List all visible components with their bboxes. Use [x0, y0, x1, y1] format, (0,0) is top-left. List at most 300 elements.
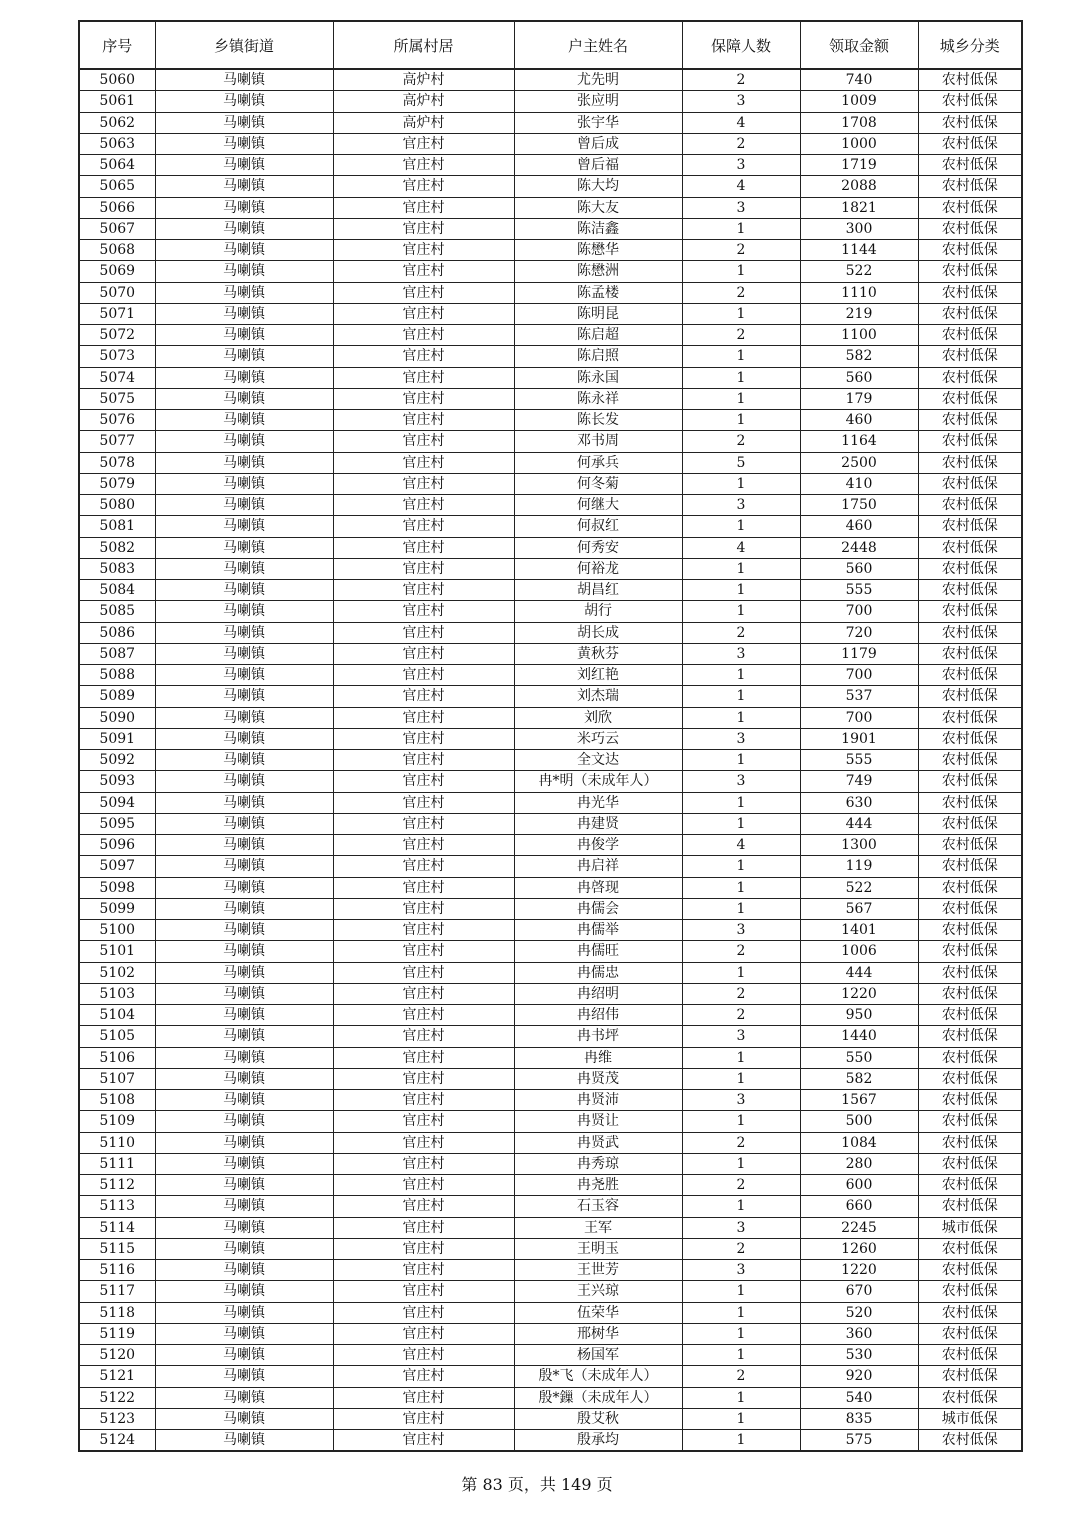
cell-covered-persons: 1 — [682, 473, 800, 494]
cell-serial: 5070 — [79, 282, 155, 303]
cell-householder: 冉建贤 — [514, 813, 682, 834]
cell-amount: 1567 — [800, 1090, 918, 1111]
cell-village: 官庄村 — [333, 1238, 514, 1259]
cell-amount: 749 — [800, 771, 918, 792]
cell-serial: 5099 — [79, 898, 155, 919]
cell-serial: 5078 — [79, 452, 155, 473]
cell-householder: 全文达 — [514, 750, 682, 771]
cell-serial: 5109 — [79, 1111, 155, 1132]
cell-category: 农村低保 — [918, 155, 1022, 176]
cell-township: 马喇镇 — [155, 1238, 333, 1259]
cell-village: 官庄村 — [333, 1175, 514, 1196]
cell-village: 官庄村 — [333, 452, 514, 473]
cell-serial: 5103 — [79, 983, 155, 1004]
cell-covered-persons: 1 — [682, 750, 800, 771]
cell-householder: 冉书坪 — [514, 1026, 682, 1047]
cell-householder: 冉贤武 — [514, 1132, 682, 1153]
table-row — [79, 771, 1022, 792]
cell-covered-persons: 2 — [682, 983, 800, 1004]
cell-amount: 1009 — [800, 91, 918, 112]
cell-village: 官庄村 — [333, 473, 514, 494]
cell-village: 官庄村 — [333, 1217, 514, 1238]
header-covered-persons: 保障人数 — [682, 21, 800, 69]
cell-serial: 5100 — [79, 920, 155, 941]
cell-serial: 5092 — [79, 750, 155, 771]
cell-covered-persons: 1 — [682, 261, 800, 282]
cell-serial: 5114 — [79, 1217, 155, 1238]
table-row — [79, 643, 1022, 664]
cell-covered-persons: 3 — [682, 197, 800, 218]
cell-village: 官庄村 — [333, 240, 514, 261]
table-row — [79, 240, 1022, 261]
cell-amount: 1110 — [800, 282, 918, 303]
cell-category: 农村低保 — [918, 1323, 1022, 1344]
cell-township: 马喇镇 — [155, 1196, 333, 1217]
cell-township: 马喇镇 — [155, 558, 333, 579]
table-row — [79, 1260, 1022, 1281]
cell-serial: 5120 — [79, 1345, 155, 1366]
cell-covered-persons: 2 — [682, 133, 800, 154]
table-row — [79, 1217, 1022, 1238]
cell-village: 官庄村 — [333, 346, 514, 367]
cell-village: 官庄村 — [333, 176, 514, 197]
cell-householder: 陈永国 — [514, 367, 682, 388]
header-amount: 领取金额 — [800, 21, 918, 69]
cell-township: 马喇镇 — [155, 1047, 333, 1068]
table-row — [79, 1153, 1022, 1174]
cell-category: 农村低保 — [918, 601, 1022, 622]
cell-category: 农村低保 — [918, 983, 1022, 1004]
cell-category: 农村低保 — [918, 452, 1022, 473]
cell-covered-persons: 1 — [682, 707, 800, 728]
cell-category: 农村低保 — [918, 771, 1022, 792]
cell-township: 马喇镇 — [155, 1111, 333, 1132]
cell-amount: 522 — [800, 877, 918, 898]
cell-householder: 胡长成 — [514, 622, 682, 643]
table-row — [79, 622, 1022, 643]
cell-amount: 582 — [800, 1068, 918, 1089]
cell-category: 农村低保 — [918, 176, 1022, 197]
cell-category: 农村低保 — [918, 835, 1022, 856]
table-row — [79, 261, 1022, 282]
cell-householder: 邓书周 — [514, 431, 682, 452]
cell-householder: 冉秀琼 — [514, 1153, 682, 1174]
cell-covered-persons: 2 — [682, 325, 800, 346]
cell-amount: 460 — [800, 516, 918, 537]
cell-serial: 5081 — [79, 516, 155, 537]
cell-village: 官庄村 — [333, 410, 514, 431]
cell-serial: 5061 — [79, 91, 155, 112]
footer-page-number: 83 — [482, 1475, 503, 1494]
cell-covered-persons: 1 — [682, 218, 800, 239]
cell-householder: 何秀安 — [514, 537, 682, 558]
cell-category: 农村低保 — [918, 473, 1022, 494]
cell-township: 马喇镇 — [155, 643, 333, 664]
cell-township: 马喇镇 — [155, 1260, 333, 1281]
cell-township: 马喇镇 — [155, 112, 333, 133]
cell-category: 农村低保 — [918, 856, 1022, 877]
cell-amount: 520 — [800, 1302, 918, 1323]
cell-village: 官庄村 — [333, 1196, 514, 1217]
table-row — [79, 473, 1022, 494]
cell-village: 官庄村 — [333, 686, 514, 707]
cell-village: 官庄村 — [333, 1111, 514, 1132]
cell-serial: 5091 — [79, 728, 155, 749]
cell-covered-persons: 1 — [682, 856, 800, 877]
cell-township: 马喇镇 — [155, 856, 333, 877]
cell-village: 官庄村 — [333, 898, 514, 919]
cell-householder: 胡昌红 — [514, 580, 682, 601]
cell-householder: 黄秋芬 — [514, 643, 682, 664]
cell-householder: 殷*鏁（未成年人） — [514, 1387, 682, 1408]
relief-roster-table — [78, 20, 1023, 1452]
header-township: 乡镇街道 — [155, 21, 333, 69]
cell-category: 农村低保 — [918, 920, 1022, 941]
cell-amount: 280 — [800, 1153, 918, 1174]
cell-serial: 5093 — [79, 771, 155, 792]
cell-township: 马喇镇 — [155, 750, 333, 771]
cell-village: 官庄村 — [333, 941, 514, 962]
table-row — [79, 69, 1022, 91]
cell-category: 农村低保 — [918, 1153, 1022, 1174]
cell-covered-persons: 1 — [682, 962, 800, 983]
cell-householder: 张宇华 — [514, 112, 682, 133]
cell-village: 官庄村 — [333, 750, 514, 771]
cell-serial: 5117 — [79, 1281, 155, 1302]
table-row — [79, 431, 1022, 452]
table-row — [79, 388, 1022, 409]
table-row — [79, 367, 1022, 388]
cell-householder: 邢树华 — [514, 1323, 682, 1344]
cell-category: 城市低保 — [918, 1408, 1022, 1429]
cell-householder: 尤先明 — [514, 69, 682, 91]
cell-township: 马喇镇 — [155, 1366, 333, 1387]
cell-village: 官庄村 — [333, 1323, 514, 1344]
footer-suffix: 页 — [596, 1475, 613, 1494]
cell-amount: 1164 — [800, 431, 918, 452]
cell-serial: 5108 — [79, 1090, 155, 1111]
cell-householder: 杨国军 — [514, 1345, 682, 1366]
cell-serial: 5088 — [79, 665, 155, 686]
table-row — [79, 728, 1022, 749]
cell-covered-persons: 2 — [682, 1005, 800, 1026]
table-row — [79, 1132, 1022, 1153]
table-row — [79, 346, 1022, 367]
cell-householder: 伍荣华 — [514, 1302, 682, 1323]
cell-amount: 600 — [800, 1175, 918, 1196]
cell-serial: 5122 — [79, 1387, 155, 1408]
cell-covered-persons: 1 — [682, 813, 800, 834]
table-row — [79, 410, 1022, 431]
cell-serial: 5111 — [79, 1153, 155, 1174]
table-row — [79, 112, 1022, 133]
cell-amount: 1220 — [800, 983, 918, 1004]
cell-serial: 5089 — [79, 686, 155, 707]
cell-amount: 522 — [800, 261, 918, 282]
cell-amount: 555 — [800, 750, 918, 771]
cell-category: 城市低保 — [918, 1217, 1022, 1238]
cell-covered-persons: 3 — [682, 1217, 800, 1238]
cell-amount: 1179 — [800, 643, 918, 664]
cell-township: 马喇镇 — [155, 452, 333, 473]
cell-amount: 300 — [800, 218, 918, 239]
cell-covered-persons: 1 — [682, 346, 800, 367]
cell-township: 马喇镇 — [155, 962, 333, 983]
cell-covered-persons: 3 — [682, 1026, 800, 1047]
cell-village: 官庄村 — [333, 197, 514, 218]
cell-serial: 5066 — [79, 197, 155, 218]
cell-village: 官庄村 — [333, 282, 514, 303]
cell-amount: 1719 — [800, 155, 918, 176]
cell-amount: 1006 — [800, 941, 918, 962]
cell-covered-persons: 2 — [682, 622, 800, 643]
cell-category: 农村低保 — [918, 813, 1022, 834]
cell-village: 官庄村 — [333, 962, 514, 983]
cell-covered-persons: 3 — [682, 155, 800, 176]
cell-village: 官庄村 — [333, 495, 514, 516]
footer-middle: 页，共 — [507, 1475, 556, 1494]
cell-village: 高炉村 — [333, 69, 514, 91]
cell-householder: 冉贤茂 — [514, 1068, 682, 1089]
cell-township: 马喇镇 — [155, 176, 333, 197]
table-row — [79, 835, 1022, 856]
cell-village: 官庄村 — [333, 728, 514, 749]
table-row — [79, 1068, 1022, 1089]
cell-village: 官庄村 — [333, 388, 514, 409]
table-row — [79, 537, 1022, 558]
cell-covered-persons: 1 — [682, 1047, 800, 1068]
cell-serial: 5098 — [79, 877, 155, 898]
cell-village: 官庄村 — [333, 303, 514, 324]
cell-township: 马喇镇 — [155, 155, 333, 176]
cell-category: 农村低保 — [918, 1238, 1022, 1259]
cell-category: 农村低保 — [918, 197, 1022, 218]
cell-serial: 5086 — [79, 622, 155, 643]
cell-amount: 1300 — [800, 835, 918, 856]
cell-covered-persons: 3 — [682, 771, 800, 792]
cell-covered-persons: 1 — [682, 580, 800, 601]
cell-serial: 5094 — [79, 792, 155, 813]
cell-township: 马喇镇 — [155, 133, 333, 154]
cell-township: 马喇镇 — [155, 388, 333, 409]
cell-village: 官庄村 — [333, 1068, 514, 1089]
cell-township: 马喇镇 — [155, 69, 333, 91]
cell-township: 马喇镇 — [155, 346, 333, 367]
cell-amount: 460 — [800, 410, 918, 431]
cell-amount: 630 — [800, 792, 918, 813]
table-row — [79, 325, 1022, 346]
cell-amount: 2448 — [800, 537, 918, 558]
cell-township: 马喇镇 — [155, 835, 333, 856]
cell-amount: 410 — [800, 473, 918, 494]
cell-township: 马喇镇 — [155, 771, 333, 792]
cell-householder: 冉尧胜 — [514, 1175, 682, 1196]
cell-category: 农村低保 — [918, 665, 1022, 686]
table-row — [79, 176, 1022, 197]
cell-serial: 5071 — [79, 303, 155, 324]
cell-amount: 1000 — [800, 133, 918, 154]
cell-amount: 700 — [800, 665, 918, 686]
cell-amount: 2500 — [800, 452, 918, 473]
cell-township: 马喇镇 — [155, 1175, 333, 1196]
header-category: 城乡分类 — [918, 21, 1022, 69]
table-row — [79, 920, 1022, 941]
table-row — [79, 282, 1022, 303]
cell-householder: 冉儒会 — [514, 898, 682, 919]
table-row — [79, 665, 1022, 686]
cell-township: 马喇镇 — [155, 431, 333, 452]
cell-householder: 王军 — [514, 1217, 682, 1238]
cell-township: 马喇镇 — [155, 813, 333, 834]
cell-covered-persons: 1 — [682, 303, 800, 324]
cell-covered-persons: 1 — [682, 367, 800, 388]
cell-township: 马喇镇 — [155, 261, 333, 282]
cell-township: 马喇镇 — [155, 1408, 333, 1429]
cell-category: 农村低保 — [918, 558, 1022, 579]
cell-amount: 219 — [800, 303, 918, 324]
table-row — [79, 1111, 1022, 1132]
cell-serial: 5124 — [79, 1430, 155, 1452]
table-row — [79, 877, 1022, 898]
cell-amount: 1901 — [800, 728, 918, 749]
cell-serial: 5096 — [79, 835, 155, 856]
cell-serial: 5107 — [79, 1068, 155, 1089]
cell-covered-persons: 3 — [682, 920, 800, 941]
cell-amount: 700 — [800, 601, 918, 622]
cell-serial: 5118 — [79, 1302, 155, 1323]
cell-category: 农村低保 — [918, 69, 1022, 91]
cell-householder: 冉启祥 — [514, 856, 682, 877]
cell-category: 农村低保 — [918, 1111, 1022, 1132]
cell-category: 农村低保 — [918, 1260, 1022, 1281]
cell-amount: 1084 — [800, 1132, 918, 1153]
cell-category: 农村低保 — [918, 516, 1022, 537]
cell-category: 农村低保 — [918, 750, 1022, 771]
cell-serial: 5101 — [79, 941, 155, 962]
cell-village: 官庄村 — [333, 261, 514, 282]
cell-township: 马喇镇 — [155, 877, 333, 898]
cell-householder: 陈大友 — [514, 197, 682, 218]
cell-village: 官庄村 — [333, 1090, 514, 1111]
cell-householder: 曾后福 — [514, 155, 682, 176]
cell-amount: 720 — [800, 622, 918, 643]
cell-township: 马喇镇 — [155, 1090, 333, 1111]
cell-householder: 刘欣 — [514, 707, 682, 728]
cell-category: 农村低保 — [918, 495, 1022, 516]
cell-village: 官庄村 — [333, 1345, 514, 1366]
cell-householder: 冉啓现 — [514, 877, 682, 898]
cell-serial: 5072 — [79, 325, 155, 346]
cell-amount: 920 — [800, 1366, 918, 1387]
cell-village: 官庄村 — [333, 580, 514, 601]
cell-householder: 何叔红 — [514, 516, 682, 537]
cell-township: 马喇镇 — [155, 707, 333, 728]
cell-householder: 冉儒忠 — [514, 962, 682, 983]
cell-householder: 殷*飞（未成年人） — [514, 1366, 682, 1387]
cell-amount: 1750 — [800, 495, 918, 516]
cell-village: 官庄村 — [333, 601, 514, 622]
cell-township: 马喇镇 — [155, 282, 333, 303]
cell-amount: 1440 — [800, 1026, 918, 1047]
cell-category: 农村低保 — [918, 962, 1022, 983]
table-row — [79, 601, 1022, 622]
cell-serial: 5082 — [79, 537, 155, 558]
cell-covered-persons: 4 — [682, 835, 800, 856]
cell-township: 马喇镇 — [155, 1005, 333, 1026]
table-row — [79, 1005, 1022, 1026]
table-row — [79, 516, 1022, 537]
cell-covered-persons: 2 — [682, 240, 800, 261]
table-row — [79, 1345, 1022, 1366]
cell-village: 官庄村 — [333, 1047, 514, 1068]
cell-serial: 5085 — [79, 601, 155, 622]
cell-village: 官庄村 — [333, 622, 514, 643]
cell-serial: 5119 — [79, 1323, 155, 1344]
cell-amount: 1100 — [800, 325, 918, 346]
table-row — [79, 983, 1022, 1004]
cell-village: 官庄村 — [333, 1430, 514, 1452]
cell-village: 官庄村 — [333, 537, 514, 558]
cell-village: 官庄村 — [333, 1005, 514, 1026]
table-row — [79, 856, 1022, 877]
cell-township: 马喇镇 — [155, 495, 333, 516]
cell-township: 马喇镇 — [155, 1345, 333, 1366]
cell-householder: 米巧云 — [514, 728, 682, 749]
table-row — [79, 1090, 1022, 1111]
cell-amount: 1401 — [800, 920, 918, 941]
cell-township: 马喇镇 — [155, 941, 333, 962]
cell-category: 农村低保 — [918, 346, 1022, 367]
table-row — [79, 1281, 1022, 1302]
cell-township: 马喇镇 — [155, 218, 333, 239]
cell-village: 官庄村 — [333, 218, 514, 239]
cell-village: 官庄村 — [333, 1366, 514, 1387]
table-row — [79, 91, 1022, 112]
cell-category: 农村低保 — [918, 410, 1022, 431]
cell-category: 农村低保 — [918, 643, 1022, 664]
cell-serial: 5102 — [79, 962, 155, 983]
cell-covered-persons: 1 — [682, 1111, 800, 1132]
cell-amount: 700 — [800, 707, 918, 728]
cell-covered-persons: 1 — [682, 558, 800, 579]
cell-township: 马喇镇 — [155, 920, 333, 941]
cell-householder: 石玉容 — [514, 1196, 682, 1217]
cell-serial: 5073 — [79, 346, 155, 367]
cell-covered-persons: 4 — [682, 537, 800, 558]
cell-covered-persons: 3 — [682, 495, 800, 516]
cell-township: 马喇镇 — [155, 240, 333, 261]
cell-village: 官庄村 — [333, 1281, 514, 1302]
cell-amount: 567 — [800, 898, 918, 919]
cell-township: 马喇镇 — [155, 1302, 333, 1323]
cell-category: 农村低保 — [918, 1005, 1022, 1026]
cell-serial: 5074 — [79, 367, 155, 388]
cell-householder: 冉绍明 — [514, 983, 682, 1004]
cell-township: 马喇镇 — [155, 1153, 333, 1174]
cell-householder: 王世芳 — [514, 1260, 682, 1281]
table-row — [79, 707, 1022, 728]
cell-category: 农村低保 — [918, 898, 1022, 919]
cell-category: 农村低保 — [918, 1430, 1022, 1452]
cell-householder: 陈懋华 — [514, 240, 682, 261]
table-row — [79, 495, 1022, 516]
cell-village: 官庄村 — [333, 877, 514, 898]
cell-serial: 5121 — [79, 1366, 155, 1387]
cell-village: 官庄村 — [333, 1302, 514, 1323]
cell-covered-persons: 1 — [682, 898, 800, 919]
cell-householder: 冉维 — [514, 1047, 682, 1068]
table-row — [79, 1323, 1022, 1344]
